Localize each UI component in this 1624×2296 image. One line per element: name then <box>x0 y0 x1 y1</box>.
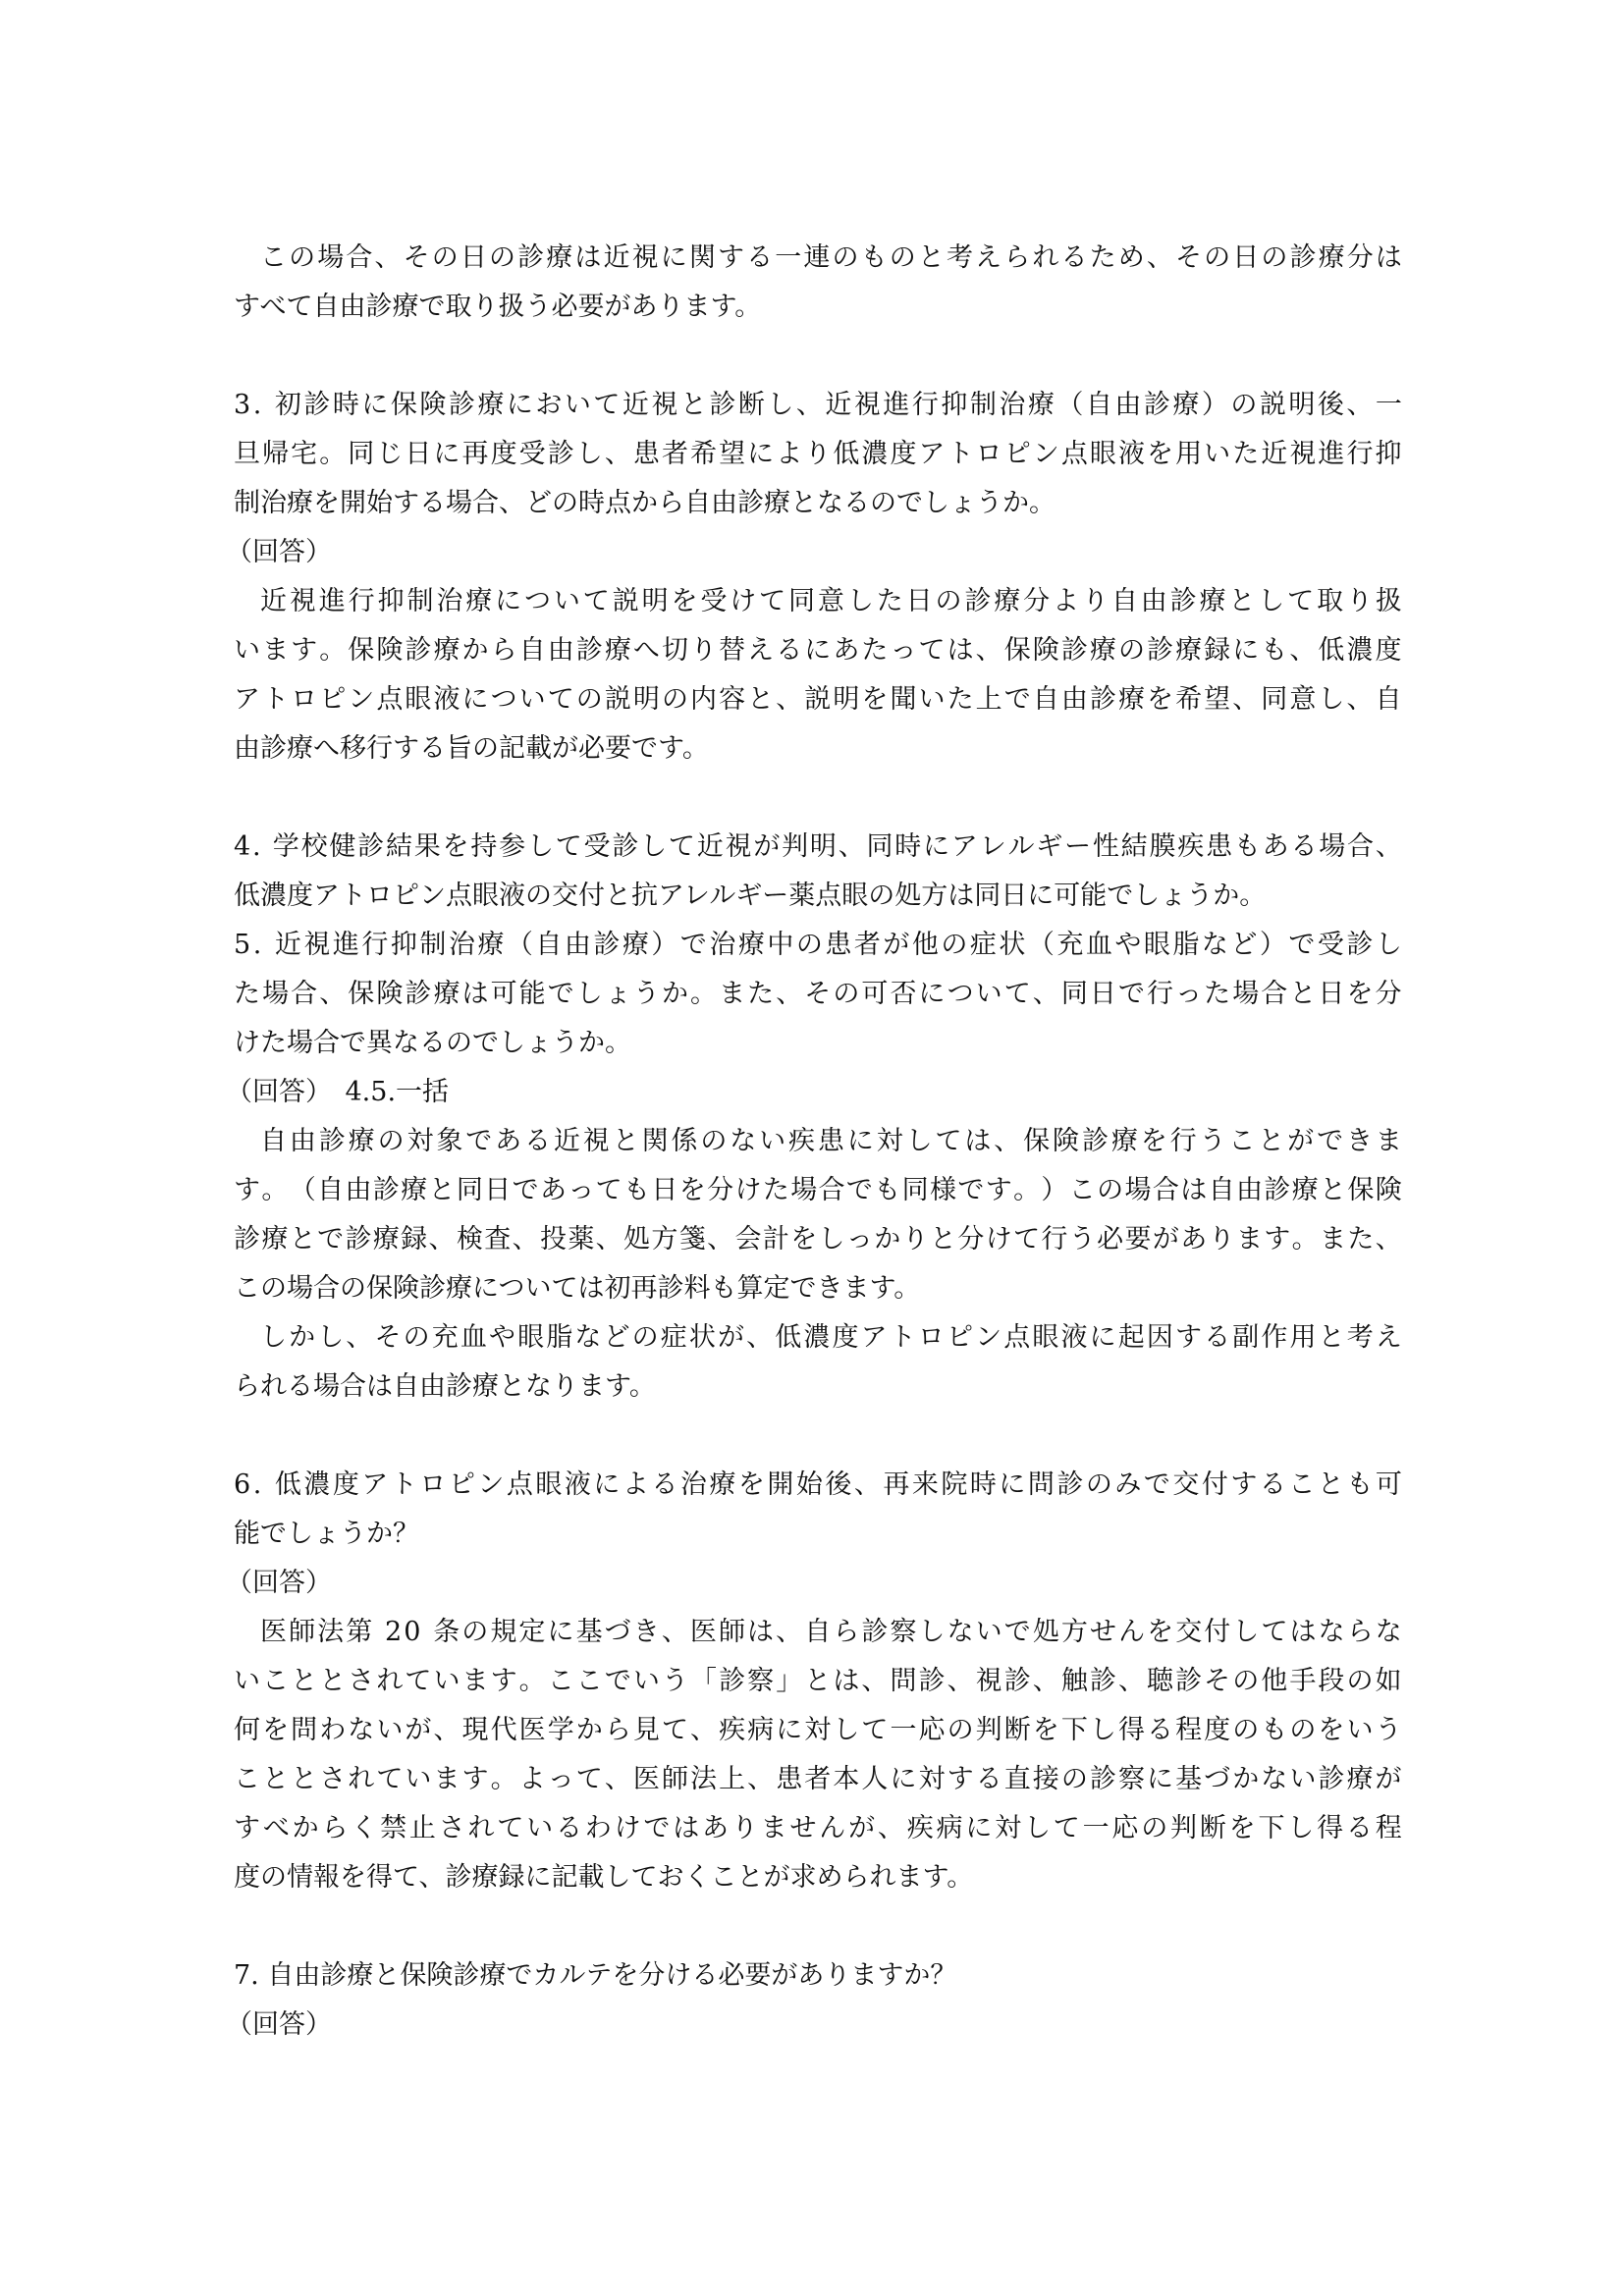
answer-label: （回答） <box>226 1568 332 1598</box>
text-line: い こ と と さ れ て い ま す 。 こ こ で い う 「 診 察 」 と は 、 問 診 、 視 診 、 触 診 、 聴 診 そ の 他 手 段 の 如 <box>234 1666 1402 1696</box>
answer-label: （回答） 4.5.一括 <box>226 1077 450 1107</box>
text-line: 7. 自由診療と保険診療でカルテを分ける必要がありますか？ <box>234 1960 957 1991</box>
paragraph-gap <box>234 1412 1402 1461</box>
text-line: 3 . 初 診 時 に 保 険 診 療 に お い て 近 視 と 診 断 し 、 近 視 進 行 抑 制 治 療 （ 自 由 診 療 ） の 説 明 後 、 一 <box>234 390 1402 420</box>
text-line: 5 . 近 視 進 行 抑 制 治 療 （ 自 由 診 療 ） で 治 療 中 の 患 者 が 他 の 症 状 （ 充 血 や 眼 脂 な ど ） で 受 診 し <box>234 930 1402 960</box>
text-line: 近 視 進 行 抑 制 治 療 に つ い て 説 明 を 受 け て 同 意 し た 日 の 診 療 分 よ り 自 由 診 療 と し て 取 り 扱 <box>260 586 1402 616</box>
text-line: この場合の保険診療については初再診料も算定できます。 <box>234 1273 921 1304</box>
text-line: 制治療を開始する場合、どの時点から自由診療となるのでしょうか。 <box>234 488 1056 518</box>
answer-label: （回答） <box>226 2009 332 2040</box>
text-line: こ の 場 合 、 そ の 日 の 診 療 は 近 視 に 関 す る 一 連 の も の と 考 え ら れ る た め 、 そ の 日 の 診 療 分 は <box>260 242 1402 273</box>
text-line: 4 . 学 校 健 診 結 果 を 持 参 し て 受 診 し て 近 視 が 判 明 、 同 時 に ア レ ル ギ ー 性 結 膜 疾 患 も あ る 場 合 、 <box>234 831 1402 862</box>
text-line: 旦 帰 宅 。 同 じ 日 に 再 度 受 診 し 、 患 者 希 望 に よ り 低 濃 度 ア ト ロ ピ ン 点 眼 液 を 用 い た 近 視 進 行 抑 <box>234 439 1402 469</box>
paragraph-gap <box>234 1902 1402 1951</box>
text-line: けた場合で異なるのでしょうか。 <box>234 1028 631 1058</box>
text-line: い ま す 。 保 険 診 療 か ら 自 由 診 療 へ 切 り 替 え る に あ た っ て は 、 保 険 診 療 の 診 療 録 に も 、 低 濃 度 <box>234 635 1402 666</box>
text-line: ア ト ロ ピ ン 点 眼 液 に つ い て の 説 明 の 内 容 と 、 説 明 を 聞 い た 上 で 自 由 診 療 を 希 望 、 同 意 し 、 自 <box>234 684 1402 715</box>
text-line: 医 師 法 第 2 0 条 の 規 定 に 基 づ き 、 医 師 は 、 自 ら 診 察 し な い で 処 方 せ ん を 交 付 し て は な ら な <box>260 1617 1402 1647</box>
text-line: 低濃度アトロピン点眼液の交付と抗アレルギー薬点眼の処方は同日に可能でしょうか。 <box>234 881 1267 911</box>
text-line: 由診療へ移行する旨の記載が必要です。 <box>234 733 709 764</box>
text-line: 何 を 問 わ な い が 、 現 代 医 学 か ら 見 て 、 疾 病 に 対 し て 一 応 の 判 断 を 下 し 得 る 程 度 の も の を い う <box>234 1715 1402 1745</box>
paragraph-gap <box>234 774 1402 823</box>
text-line: られる場合は自由診療となります。 <box>234 1371 656 1402</box>
text-line: し か し 、 そ の 充 血 や 眼 脂 な ど の 症 状 が 、 低 濃 度 ア ト ロ ピ ン 点 眼 液 に 起 因 す る 副 作 用 と 考 え <box>260 1322 1402 1353</box>
text-line: 能でしょうか？ <box>234 1519 419 1549</box>
text-line: 度の情報を得て、診療録に記載しておくことが求められます。 <box>234 1862 974 1893</box>
text-line: た 場 合 、 保 険 診 療 は 可 能 で し ょ う か 。 ま た 、 そ の 可 否 に つ い て 、 同 日 で 行 っ た 場 合 と 日 を 分 <box>234 979 1402 1009</box>
document-page <box>226 234 1402 2050</box>
text-line: すべて自由診療で取り扱う必要があります。 <box>234 292 762 322</box>
text-line: 6 . 低 濃 度 ア ト ロ ピ ン 点 眼 液 に よ る 治 療 を 開 始 後 、 再 来 院 時 に 問 診 の み で 交 付 す る こ と も 可 <box>234 1469 1402 1500</box>
paragraph-gap <box>234 332 1402 381</box>
answer-label: （回答） <box>226 537 332 567</box>
text-line: 診 療 と で 診 療 録 、 検 査 、 投 薬 、 処 方 箋 、 会 計 を し っ か り と 分 け て 行 う 必 要 が あ り ま す 。 ま た 、 <box>234 1224 1402 1255</box>
text-line: 自 由 診 療 の 対 象 で あ る 近 視 と 関 係 の な い 疾 患 に 対 し て は 、 保 険 診 療 を 行 う こ と が で き ま <box>260 1126 1402 1156</box>
text-line: こ と と さ れ て い ま す 。 よ っ て 、 医 師 法 上 、 患 者 本 人 に 対 す る 直 接 の 診 察 に 基 づ か な い 診 療 が <box>234 1764 1402 1794</box>
text-line: す べ か ら く 禁 止 さ れ て い る わ け で は あ り ま せ ん が 、 疾 病 に 対 し て 一 応 の 判 断 を 下 し 得 る 程 <box>234 1813 1402 1843</box>
text-line: す 。 （ 自 由 診 療 と 同 日 で あ っ て も 日 を 分 け た 場 合 で も 同 様 で す 。 ） こ の 場 合 は 自 由 診 療 と 保 険 <box>234 1175 1402 1205</box>
